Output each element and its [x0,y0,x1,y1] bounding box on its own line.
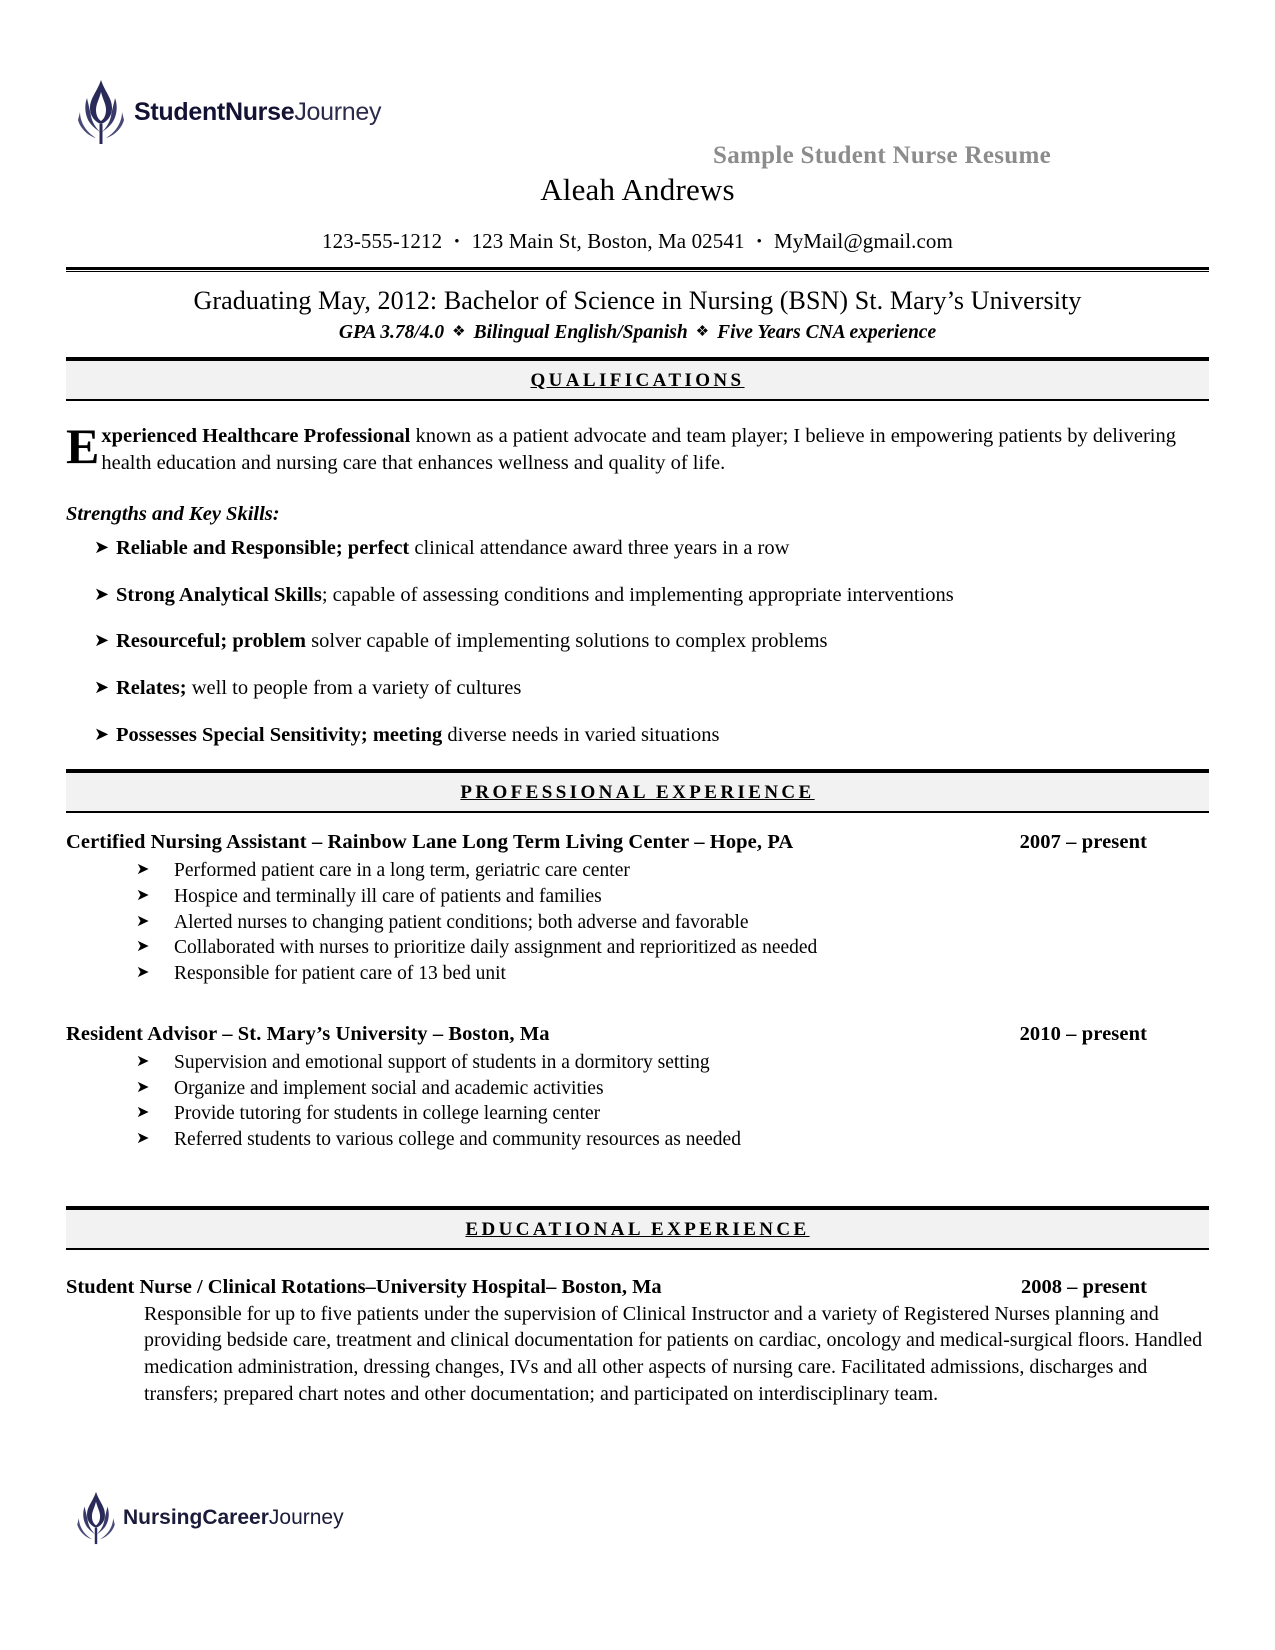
professional-experience-heading-text: PROFESSIONAL EXPERIENCE [460,782,815,804]
list-item [66,676,1209,702]
languages-text: Bilingual English/Spanish [473,322,688,343]
gpa-text: GPA 3.78/4.0 [338,322,445,343]
education-banner-sub [66,322,1209,344]
footer-logo-bold: NursingCareer [123,1506,269,1529]
list-item: ➤ Referred students to various college and community resources as needed [136,1127,1209,1153]
job-dates: 2007 – present [1019,831,1147,854]
watermark-title: Sample Student Nurse Resume [713,142,1051,169]
list-item [66,723,1209,749]
header-logo-bold: StudentNurse [134,97,295,126]
skills-list [66,536,1209,748]
job-title: Certified Nursing Assistant – Rainbow Lane Long Term Living Center – Hope, PA [66,831,794,854]
leaf-icon [74,1490,118,1546]
list-item: ➤ Organize and implement social and academic activities [136,1076,1209,1102]
arrow-icon: ➤ [94,723,110,744]
skill-rest: diverse needs in varied situations [442,723,720,746]
skill-bold: Reliable and Responsible; perfect [116,537,410,560]
list-item: ➤ Hospice and terminally ill care of patients and families [136,884,1209,910]
section-heading-qualifications [66,361,1209,401]
section-heading-professional-experience [66,773,1209,813]
job-bullets [66,858,1209,987]
contact-email[interactable]: MyMail@gmail.com [773,229,953,253]
strengths-label: Strengths and Key Skills: [66,503,280,526]
job-bullets [66,1050,1209,1153]
list-item: ➤ Performed patient care in a long term, geriatric care center [136,858,1209,884]
footer-logo-light: Journey [268,1506,344,1529]
arrow-icon: ➤ [94,537,110,558]
education-entry [66,1276,1209,1407]
contact-address: 123 Main St, Boston, Ma 02541 [471,229,745,253]
skill-bold: Resourceful; problem [116,630,306,653]
header-logo-text [134,98,381,127]
contact-phone: 123-555-1212 [322,229,443,253]
list-item [66,629,1209,655]
skill-bold: Strong Analytical Skills [116,583,322,606]
qualifications-heading-text: QUALIFICATIONS [530,370,745,391]
divider-top [66,267,1209,272]
experience-entry-header [66,831,1209,854]
educational-experience-heading-text: EDUCATIONAL EXPERIENCE [465,1218,810,1240]
candidate-name: Aleah Andrews [540,172,735,207]
arrow-icon: ➤ [94,583,110,604]
banner-bullet-2: ❖ [695,324,710,340]
list-item: ➤ Provide tutoring for students in college learning center [136,1101,1209,1127]
list-item: ➤ Collaborated with nurses to prioritize daily assignment and reprioritized as needed [136,935,1209,961]
skill-rest: well to people from a variety of cultures [186,676,522,699]
skill-rest: ; capable of assessing conditions and implementing appropriate interventions [321,583,954,606]
contact-separator-2: • [756,234,762,250]
skill-rest: clinical attendance award three years in a row [409,537,790,560]
arrow-icon: ➤ [94,676,110,697]
cna-experience-text: Five Years CNA experience [717,322,937,343]
education-banner-line: Graduating May, 2012: Bachelor of Science in Nursing (BSN) St. Mary’s University [193,286,1082,315]
skill-bold: Possesses Special Sensitivity; meeting [116,723,443,746]
experience-entry-header [66,1023,1209,1046]
header-logo [74,78,381,146]
contact-separator-1: • [454,234,460,250]
contact-line [66,229,1209,254]
education-entry-header [66,1276,1209,1299]
banner-bullet-1: ❖ [452,324,466,340]
qualifications-intro-bold: xperienced Healthcare Professional [101,425,411,447]
document-header [0,0,1275,169]
experience-entry [66,1023,1209,1153]
skill-bold: Relates; [116,676,187,699]
footer-logo-text [123,1506,344,1530]
education-dates: 2008 – present [1020,1275,1147,1298]
job-title: Resident Advisor – St. Mary’s University – Boston, Ma [66,1022,550,1045]
education-title: Student Nurse / Clinical Rotations–University Hospital– Boston, Ma [66,1275,662,1298]
education-description: Responsible for up to five patients under the supervision of Clinical Instructor and a variety of Registered Nurses planning and providing bedside care, treatment and clinical documentation for patients on cardiac, oncology and medical-surgical floors. Handled medication administration, dressing changes, IVs and all other aspects of nursing care. Facilitated admissions, discharges and transfers; prepared chart notes and other documentation; and participated on interdisciplinary team. [144,1302,1203,1405]
arrow-icon: ➤ [94,630,110,651]
list-item [66,583,1209,609]
experience-entry [66,831,1209,987]
list-item [66,536,1209,562]
qualifications-intro-rest: known as a patient advocate and team player; I believe in empowering patients by delivering health education and nursing care that enhances wellness and quality of life. [101,425,1176,475]
list-item: ➤ Alerted nurses to changing patient conditions; both adverse and favorable [136,910,1209,936]
section-heading-educational-experience [66,1210,1209,1250]
list-item: ➤ Supervision and emotional support of students in a dormitory setting [136,1050,1209,1076]
qualifications-dropcap: E [66,418,100,474]
header-logo-light: Journey [294,97,382,126]
list-item: ➤ Responsible for patient care of 13 bed unit [136,961,1209,987]
job-dates: 2010 – present [1019,1022,1147,1045]
qualifications-intro [66,418,1209,477]
leaf-icon [74,78,128,146]
skill-rest: solver capable of implementing solutions to complex problems [306,630,828,653]
footer-logo [74,1490,344,1546]
